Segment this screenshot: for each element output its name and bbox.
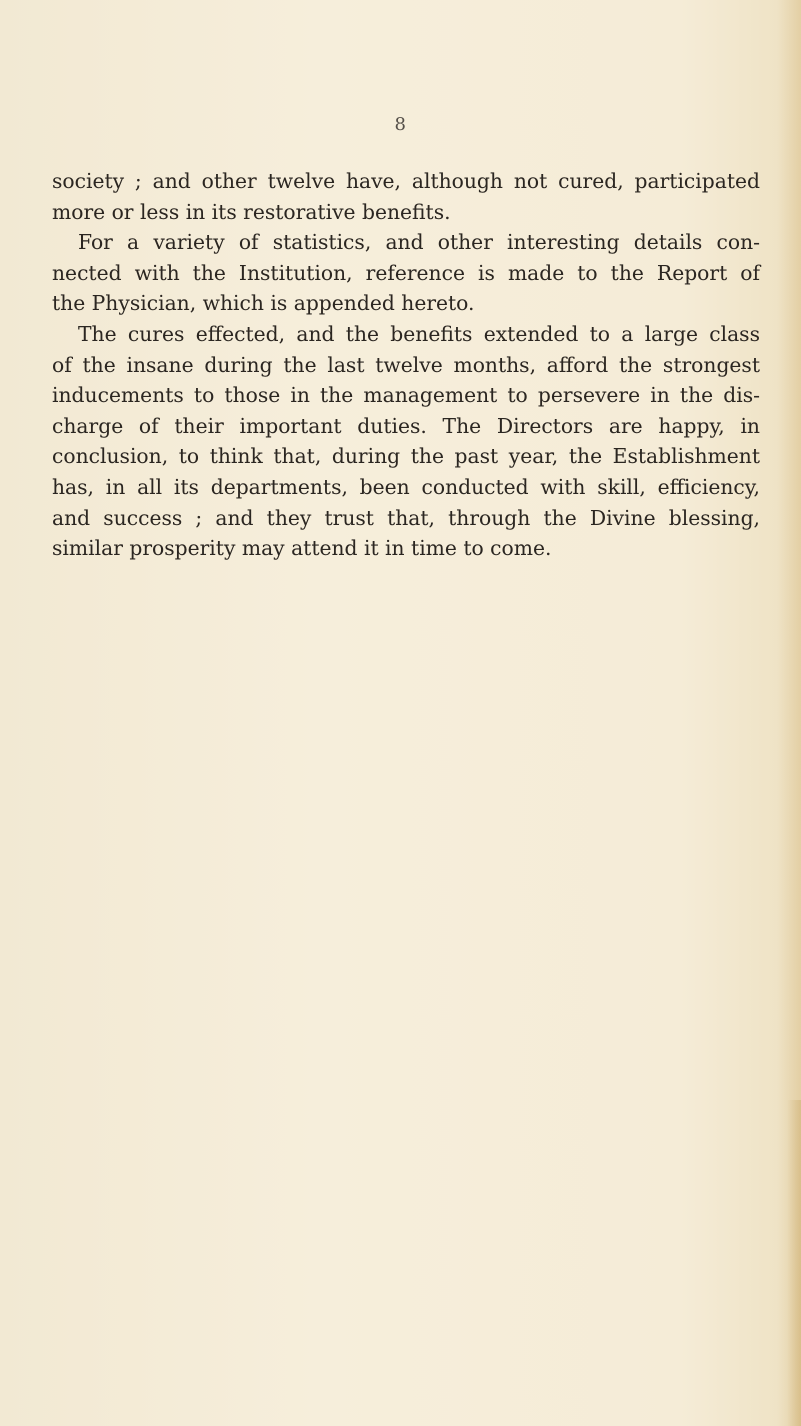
text-line: charge of their important duties. The Directors are happy, in: [52, 413, 760, 438]
page-edge-shading: [787, 1100, 801, 1426]
text-line: The cures effected, and the benefits extended to a large class: [78, 321, 760, 346]
text-line: similar prosperity may attend it in time to come.: [52, 536, 552, 561]
text-line: nected with the Institution, reference is made to the Report of: [52, 260, 760, 285]
text-line: and success ; and they trust that, through the Divine blessing,: [52, 505, 760, 530]
text-line: of the insane during the last twelve months, afford the strongest: [52, 352, 760, 377]
text-line: conclusion, to think that, during the past year, the Establishment: [52, 444, 760, 469]
text-line: more or less in its restorative benefits.: [52, 199, 451, 224]
text-line: For a variety of statistics, and other interesting details con-: [78, 230, 760, 255]
text-line: has, in all its departments, been conducted with skill, efficiency,: [52, 474, 760, 499]
body-text: [52, 166, 760, 564]
text-line: inducements to those in the management to persevere in the dis-: [52, 383, 760, 408]
page-number: 8: [394, 114, 407, 135]
text-line: society ; and other twelve have, although not cured, participated: [52, 169, 760, 193]
text-line: the Physician, which is appended hereto.: [52, 291, 475, 316]
